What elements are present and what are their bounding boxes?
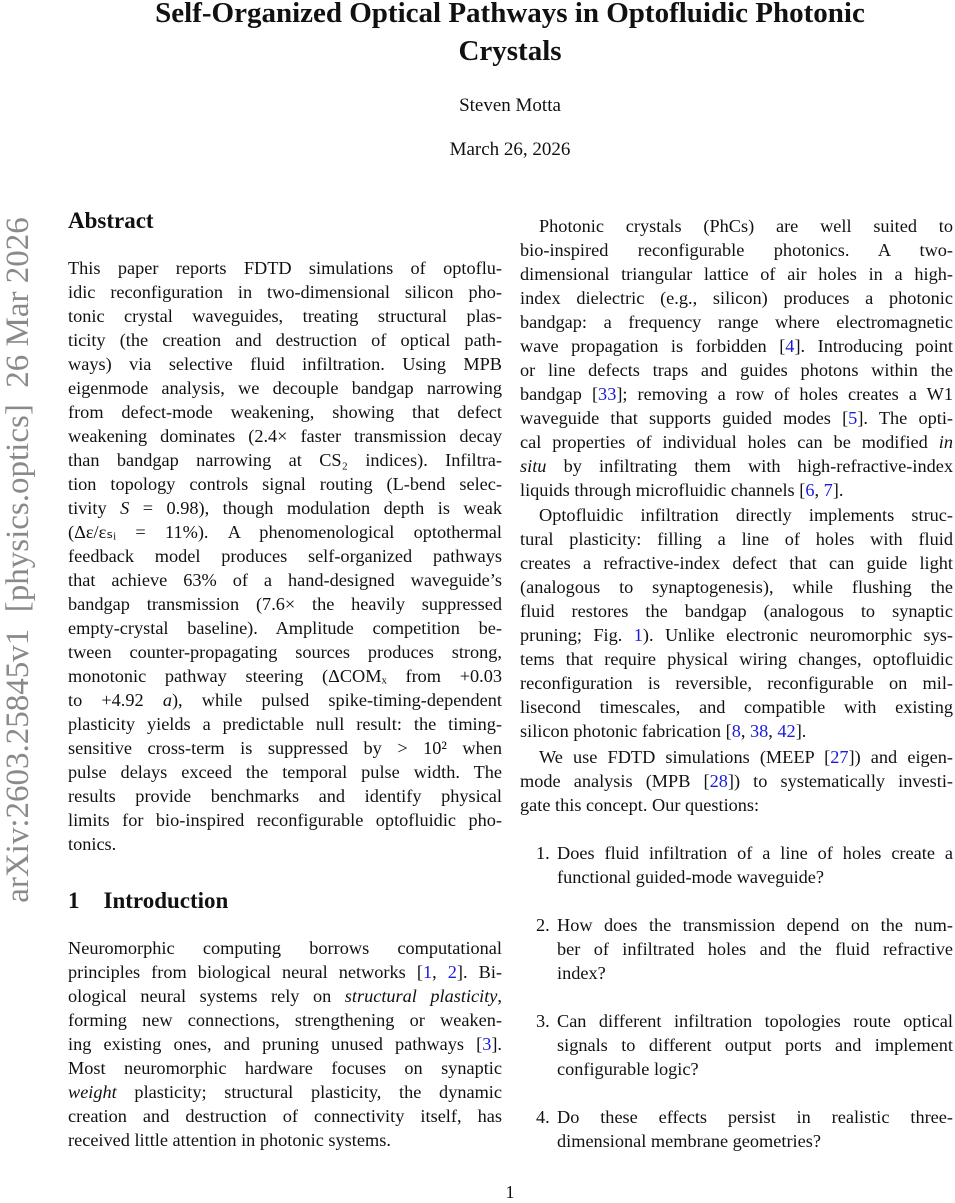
text-line: pruning; Fig. 1). Unlike electronic neuromorphic sys- — [520, 625, 953, 645]
question-item — [536, 841, 953, 889]
text-line: sensitive cross-term is suppressed by > 10² when — [68, 738, 502, 758]
text-line: liquids through microfluidic channels [6, 7]. — [520, 480, 844, 500]
question-item — [536, 913, 953, 985]
abstract-heading: Abstract — [68, 208, 154, 233]
text-line: Can different infiltration topologies route optical — [557, 1011, 953, 1031]
text-line: ing existing ones, and pruning unused pathways [3]. — [68, 1034, 502, 1054]
paragraph-photonic-crystals — [520, 214, 953, 502]
text-line: feedback model produces self-organized pathways — [68, 546, 502, 566]
text-line: tems that require physical wiring changes, optofluidic — [520, 649, 953, 669]
question-number: 3. — [536, 1011, 550, 1031]
text-line: ological neural systems rely on structural plasticity, — [68, 986, 502, 1006]
text-line: tween counter-propagating sources produces strong, — [68, 642, 502, 662]
text-line: bandgap transmission (7.6× the heavily suppressed — [68, 594, 502, 614]
text-line: (Δε/εₛᵢ = 11%). A phenomenological optothermal — [68, 522, 502, 542]
text-line: dimensional triangular lattice of air holes in a high- — [520, 264, 953, 284]
text-line: bandgap: a frequency range where electromagnetic — [520, 312, 953, 332]
author: Steven Motta — [459, 95, 561, 116]
text-line: monotonic pathway steering (ΔCOMₓ from +0.03 — [68, 666, 502, 686]
text-line: index dielectric (e.g., silicon) produces a photonic — [520, 288, 953, 308]
text-line: from defect-mode weakening, showing that defect — [68, 402, 502, 422]
section-heading-introduction — [68, 888, 502, 914]
text-line: eigenmode analysis, we decouple bandgap narrowing — [68, 378, 502, 398]
text-line: (analogous to synaptogenesis), while flushing the — [520, 577, 953, 597]
text-line: tural plasticity: filling a line of holes with fluid — [520, 529, 953, 549]
question-number: 2. — [536, 915, 550, 935]
text-line: mode analysis (MPB [28]) to systematically investi- — [520, 771, 953, 791]
text-line: fluid restores the bandgap (analogous to synaptic — [520, 601, 953, 621]
text-line: weakening dominates (2.4× faster transmission decay — [68, 426, 502, 446]
text-line: dimensional membrane geometries? — [557, 1131, 821, 1151]
text-line: waveguide that supports guided modes [5]. The opti- — [520, 408, 954, 428]
text-line: functional guided-mode waveguide? — [557, 867, 825, 887]
text-line: tivity S = 0.98), though modulation depth is weak — [68, 498, 503, 518]
text-line: than bandgap narrowing at CS₂ indices). Infiltra- — [68, 450, 502, 470]
text-line: Photonic crystals (PhCs) are well suited to — [539, 216, 953, 236]
section-title: Introduction — [103, 888, 229, 913]
text-line: or line defects traps and guides photons within the — [520, 360, 953, 380]
text-line: wave propagation is forbidden [4]. Introducing point — [520, 336, 953, 356]
text-line: creation and destruction of connectivity itself, has — [68, 1106, 502, 1126]
text-line: ber of infiltrated holes and the fluid refractive — [557, 939, 953, 959]
text-line: empty-crystal baseline). Amplitude competition be- — [68, 618, 502, 638]
text-line: bio-inspired reconfigurable photonics. A two- — [520, 240, 953, 260]
text-line: situ by infiltrating them with high-refractive-index — [520, 456, 953, 476]
text-line: Most neuromorphic hardware focuses on synaptic — [68, 1058, 502, 1078]
question-text — [557, 1009, 953, 1081]
text-line: Optofluidic infiltration directly implements struc- — [539, 505, 953, 525]
text-line: ticity (the creation and destruction of optical path- — [68, 330, 502, 350]
text-line: configurable logic? — [557, 1059, 699, 1079]
text-line: Neuromorphic computing borrows computational — [68, 938, 502, 958]
text-line: plasticity yields a predictable null result: the timing- — [68, 714, 502, 734]
text-line: received little attention in photonic systems. — [68, 1130, 391, 1150]
text-line: pulse delays exceed the temporal pulse width. The — [68, 762, 502, 782]
text-line: to +4.92 a), while pulsed spike-timing-dependent — [68, 690, 503, 710]
section-number: 1 — [68, 888, 80, 913]
text-line: ways) via selective fluid infiltration. Using MPB — [68, 354, 502, 374]
text-line: creates a refractive-index defect that can guide light — [520, 553, 953, 573]
paragraph-optofluidic — [520, 503, 953, 743]
text-line: tion topology controls signal routing (L-bend selec- — [68, 474, 502, 494]
text-line: tonic crystal waveguides, treating structural plas- — [68, 306, 502, 326]
text-line: lisecond timescales, and compatible with existing — [520, 697, 953, 717]
date: March 26, 2026 — [449, 139, 571, 160]
text-line: bandgap [33]; removing a row of holes creates a W1 — [520, 384, 953, 404]
intro-paragraph — [68, 936, 502, 1152]
text-line: limits for bio-inspired reconfigurable optofluidic pho- — [68, 810, 502, 830]
question-text — [557, 1105, 953, 1153]
question-text — [557, 913, 953, 985]
abstract-body — [68, 256, 502, 856]
text-line: This paper reports FDTD simulations of optoflu- — [68, 258, 502, 278]
text-line: cal properties of individual holes can be modified in — [520, 432, 953, 452]
title-line: Self-Organized Optical Pathways in Optofluidic Photonic — [155, 0, 865, 29]
text-line: How does the transmission depend on the num- — [557, 915, 953, 935]
title-line: Crystals — [458, 35, 562, 67]
text-line: that achieve 63% of a hand-designed waveguide’s — [68, 570, 502, 590]
text-line: We use FDTD simulations (MEEP [27]) and eigen- — [539, 747, 954, 767]
text-line: reconfiguration is reversible, reconfigurable on mil- — [520, 673, 953, 693]
text-line: index? — [557, 963, 606, 983]
text-line: tonics. — [68, 834, 117, 854]
text-line: forming new connections, strengthening or weaken- — [68, 1010, 502, 1030]
paragraph-methods — [520, 745, 953, 817]
arxiv-stamp: arXiv:2603.25845v1 [physics.optics] 26 Mar 2026 — [0, 217, 36, 903]
text-line: results provide benchmarks and identify physical — [68, 786, 502, 806]
text-line: silicon photonic fabrication [8, 38, 42]. — [520, 721, 807, 741]
text-line: gate this concept. Our questions: — [520, 795, 760, 815]
question-item — [536, 1009, 953, 1081]
page-number: 1 — [505, 1182, 515, 1202]
text-line: principles from biological neural networks [1, 2]. Bi- — [68, 962, 502, 982]
question-text — [557, 841, 953, 889]
text-line: idic reconfiguration in two-dimensional silicon pho- — [68, 282, 502, 302]
text-line: Does fluid infiltration of a line of holes create a — [557, 843, 953, 863]
question-number: 1. — [536, 843, 550, 863]
question-item — [536, 1105, 953, 1153]
text-line: weight plasticity; structural plasticity, the dynamic — [68, 1082, 502, 1102]
question-number: 4. — [536, 1107, 550, 1127]
text-line: signals to different output ports and implement — [557, 1035, 953, 1055]
text-line: Do these effects persist in realistic three- — [557, 1107, 953, 1127]
paper-title — [60, 0, 955, 70]
